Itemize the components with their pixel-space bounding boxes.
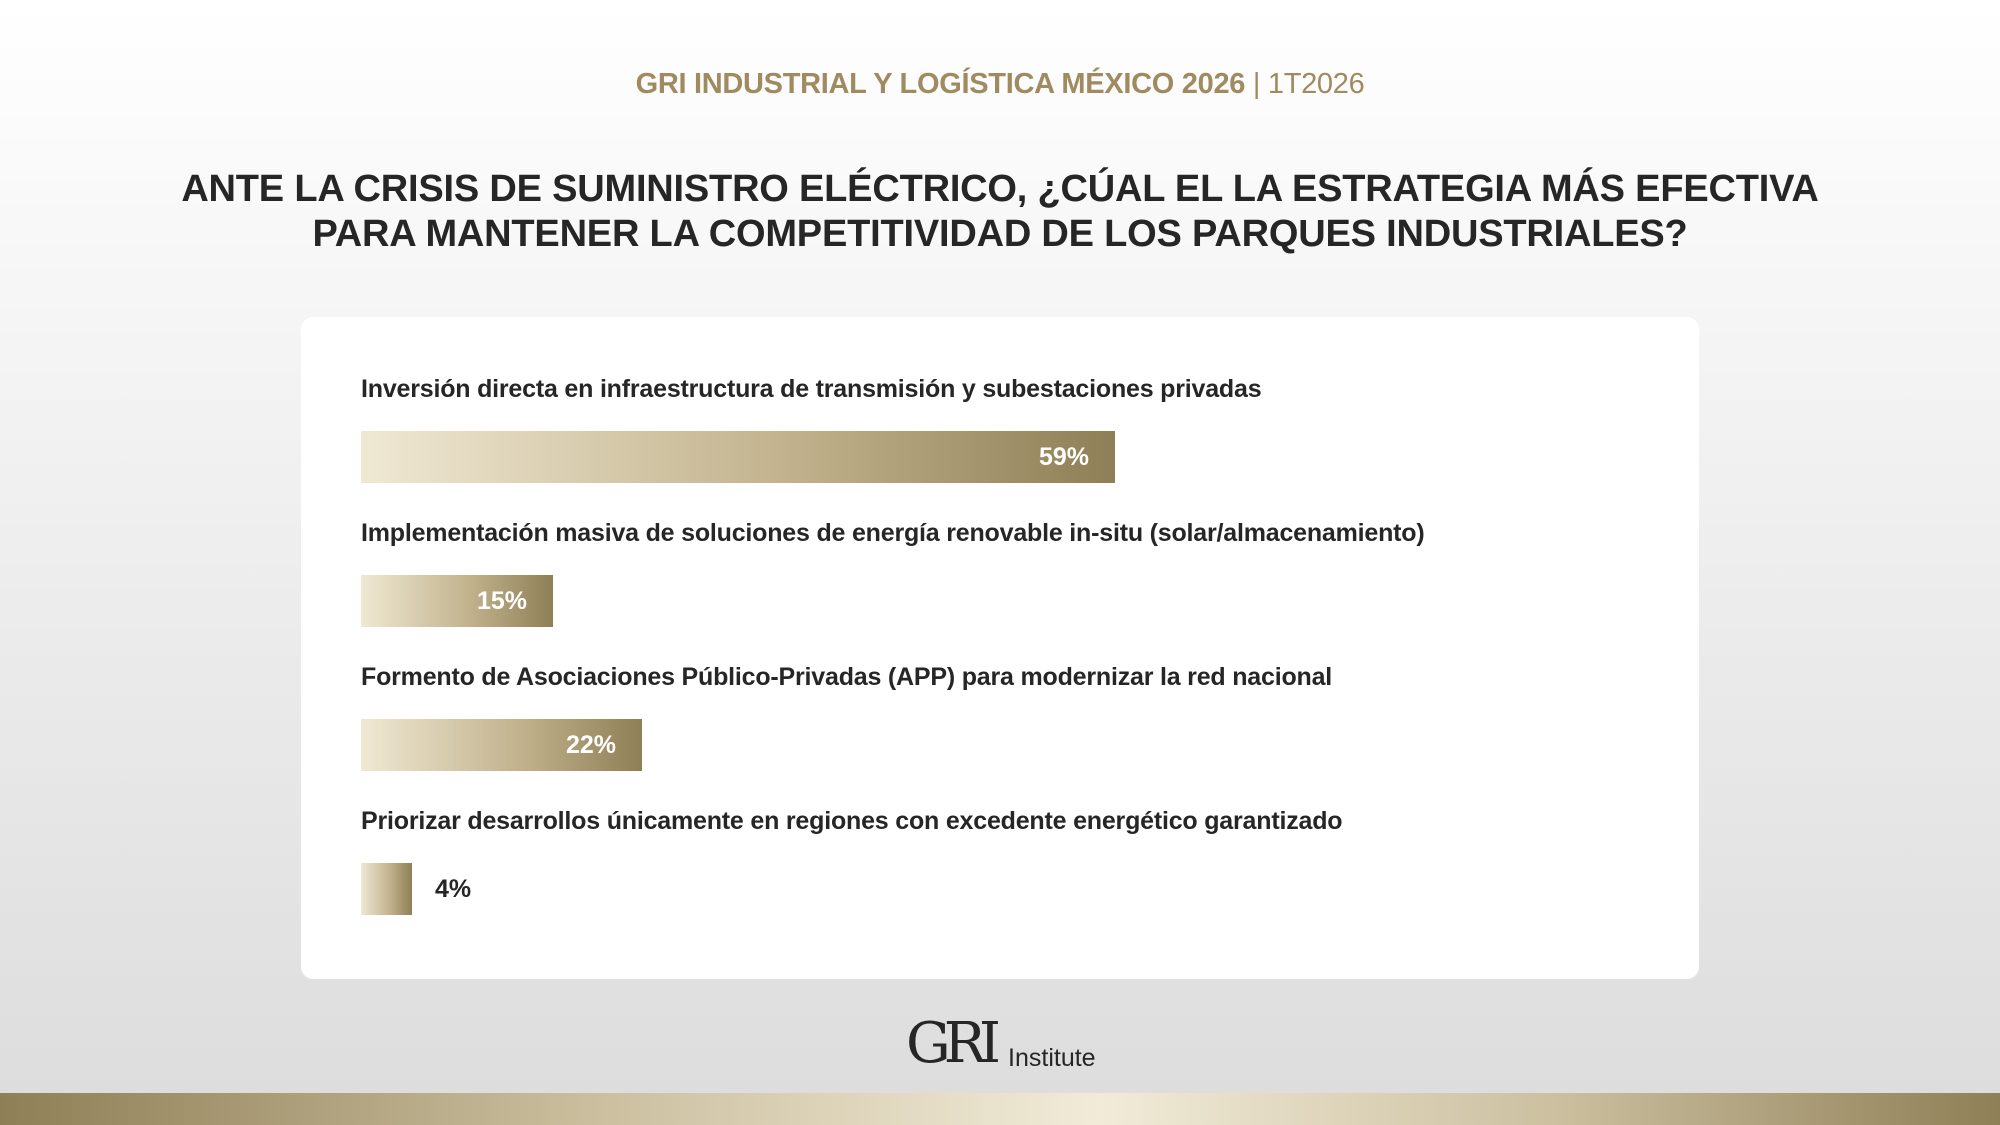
option-label: Inversión directa en infraestructura de transmisión y subestaciones privadas — [361, 375, 1262, 403]
bar-value-label: 22% — [565, 731, 616, 759]
option-label: Priorizar desarrollos únicamente en regiones con excedente energético garantizado — [361, 807, 1343, 835]
bar-value-label: 59% — [1038, 443, 1089, 471]
event-period: | 1T2026 — [1252, 68, 1365, 100]
gri-institute-logo — [906, 1010, 1096, 1076]
logo-text: Institute — [1008, 1044, 1096, 1072]
option-label: Formento de Asociaciones Público-Privadas (APP) para modernizar la red nacional — [361, 663, 1333, 691]
footer-gradient-bar — [0, 1093, 2000, 1125]
bar-value-label: 15% — [476, 587, 527, 615]
bar — [361, 863, 412, 915]
bar-value-label: 4% — [435, 875, 472, 903]
event-name: GRI INDUSTRIAL Y LOGÍSTICA MÉXICO 2026 — [635, 68, 1246, 100]
chart-card — [301, 317, 1699, 979]
event-header — [0, 68, 2000, 101]
option-label: Implementación masiva de soluciones de energía renovable in-situ (solar/almacenamiento) — [361, 519, 1425, 547]
logo-mark: GRI — [906, 1011, 995, 1076]
chart-title: ANTE LA CRISIS DE SUMINISTRO ELÉCTRICO, ¿CÚAL EL LA ESTRATEGIA MÁS EFECTIVA PARA MANTENER LA COMPETITIVIDAD DE LOS PARQUES INDUSTRIALES? — [181, 168, 1819, 255]
